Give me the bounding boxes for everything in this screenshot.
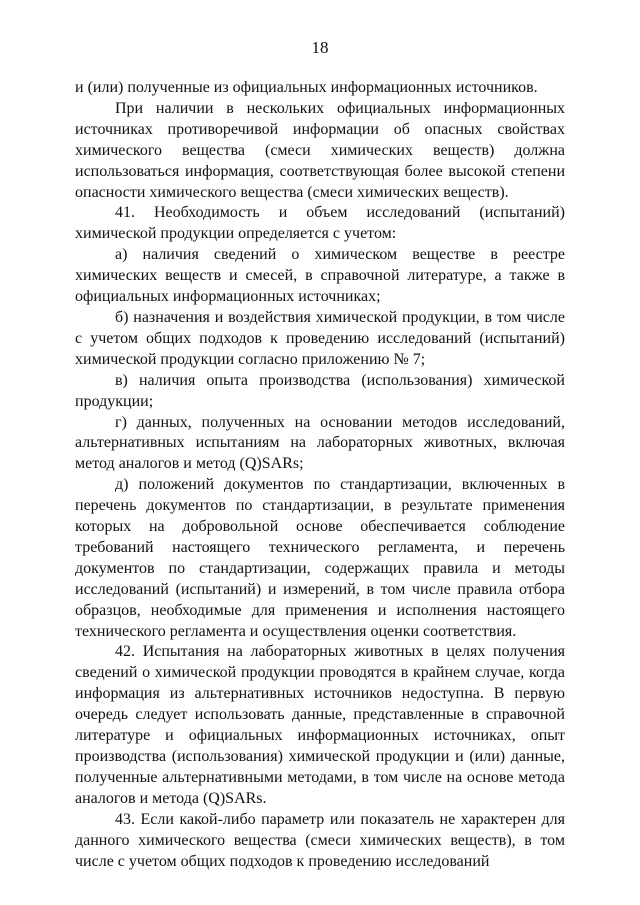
paragraph-continuation: и (или) полученные из официальных информационных источников. bbox=[75, 79, 538, 96]
paragraph-clause-42: 42. Испытания на лабораторных животных в целях получения сведений о химической продукции проводятся в крайнем случае, когда информация из альтернативных источников недоступна. В первую очередь следует использовать данные, представленные в справочной литературе и официальных информационных источниках, опыт производства (использования) химической продукции и (или) данные, полученные альтернативными методами, в том числе на основе метода аналогов и метода (Q)SARs. bbox=[75, 643, 565, 807]
paragraph-clause-41-g: г) данных, полученных на основании методов исследований, альтернативных испытаниям на лабораторных животных, включая метод аналогов и метод (Q)SARs; bbox=[75, 413, 565, 473]
paragraph-clause-41-d: д) положений документов по стандартизации, включенных в перечень документов по стандартизации, в результате применения которых на добровольной основе обеспечивается соблюдение требований настоящего технического регламента, и перечень документов по стандартизации, содержащих правила и методы исследований (испытаний) и измерений, в том числе правила отбора образцов, необходимые для применения и исполнения настоящего технического регламента и осуществления оценки соответствия. bbox=[75, 476, 565, 640]
paragraph-clause-41-v: в) наличия опыта производства (использования) химической продукции; bbox=[75, 371, 565, 410]
paragraph-clause-43: 43. Если какой-либо параметр или показатель не характерен для данного химического вещества (смеси химических веществ), в том числе с учетом общих подходов к проведению исследований bbox=[75, 810, 565, 870]
paragraph-clause-41-a: а) наличия сведений о химическом веществе в реестре химических веществ и смесей, в справочной литературе, а также в официальных информационных источниках; bbox=[75, 246, 565, 306]
paragraph-conflicting-information: При наличии в нескольких официальных информационных источниках противоречивой информации об опасных свойствах химического вещества (смеси химических веществ) должна использоваться информация, соответствующая более высокой степени опасности химического вещества (смеси химических веществ). bbox=[75, 99, 565, 201]
document-body bbox=[75, 78, 565, 872]
page-number: 18 bbox=[311, 38, 329, 57]
paragraph-clause-41-b: б) назначения и воздействия химической продукции, в том числе с учетом общих подходов к проведению исследований (испытаний) химической продукции согласно приложению № 7; bbox=[75, 308, 565, 368]
paragraph-clause-41: 41. Необходимость и объем исследований (испытаний) химической продукции определяется с учетом: bbox=[75, 204, 565, 243]
